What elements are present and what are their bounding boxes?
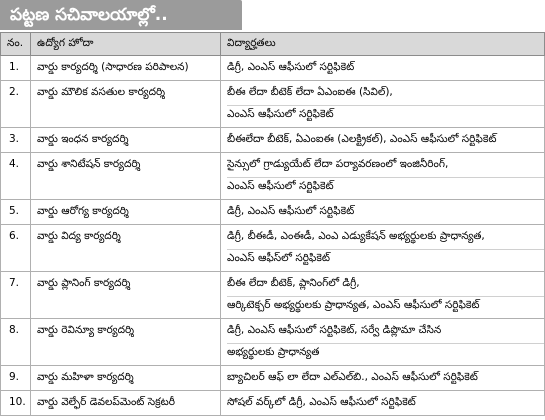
table-row [1, 225, 545, 272]
qualification-line: ఆర్కిటెక్చర్‌ అభ్యర్థులకు ప్రాధాన్యత, ఎంఎస్‌ ఆఫీసులో సర్టిఫికెట్‌ [227, 296, 544, 318]
row-qualification [221, 391, 545, 416]
row-post: వార్డు ప్లానింగ్‌ కార్యదర్శి [31, 272, 221, 319]
table-row [1, 272, 545, 319]
row-qualification [221, 56, 545, 81]
qualification-line: బీఈలేదా బీటెక్‌, ఏఎంఐఈ (ఎలక్ట్రికల్‌), ఎంఎస్‌ ఆఫీసులో సర్టిఫికెట్‌ [227, 133, 497, 145]
qualification-line: బీఈ లేదా బీటెక్‌, ప్లానింగ్‌లో డిగ్రీ, [227, 277, 360, 289]
row-post: వార్డు విద్య కార్యదర్శి [31, 225, 221, 272]
row-qualification [221, 366, 545, 391]
row-qualification [221, 319, 545, 366]
posts-table-container [0, 32, 544, 416]
row-qualification [221, 225, 545, 272]
table-header-row [1, 33, 545, 56]
table-row [1, 319, 545, 366]
table-row [1, 81, 545, 128]
row-number: 1. [1, 56, 31, 81]
table-row [1, 391, 545, 416]
row-number: 9. [1, 366, 31, 391]
qualification-line: బీఈ లేదా బీటెక్‌ లేదా ఏఎంఐఈ (సివిల్‌), [227, 86, 393, 98]
qualification-line: ఎంఎస్‌ ఆఫీసులో సర్టిఫికెట్‌ [227, 177, 544, 199]
table-row [1, 200, 545, 225]
row-number: 5. [1, 200, 31, 225]
row-post: వార్డు మౌలిక వసతుల కార్యదర్శి [31, 81, 221, 128]
row-qualification [221, 272, 545, 319]
qualification-line: డిగ్రీ, ఎంఎస్‌ ఆఫీసులో సర్టిఫికెట్‌, సర్వే డిప్లొమా చేసిన [227, 324, 442, 336]
qualification-line: బ్యాచిలర్‌ ఆఫ్‌ లా లేదా ఎల్‌ఎల్‌బి., ఎంఎస్‌ ఆఫీసులో సర్టిఫికెట్‌ [227, 371, 478, 383]
qualification-line: సోషల్‌ వర్క్‌లో డిగ్రీ, ఎంఎస్‌ ఆఫీసులో సర్టిఫికెట్‌ [227, 396, 416, 408]
table-row [1, 128, 545, 153]
qualification-line: ఎంఎస్‌ ఆఫీస్‌లో సర్టిఫికెట్‌ [227, 249, 544, 271]
header-qualification: విద్యార్హతలు [221, 33, 545, 56]
row-number: 4. [1, 153, 31, 200]
table-row [1, 366, 545, 391]
row-post: వార్డు శానిటేషన్‌ కార్యదర్శి [31, 153, 221, 200]
table-row [1, 56, 545, 81]
qualification-line: డిగ్రీ, ఎంఎస్‌ ఆఫీసులో సర్టిఫికెట్‌ [227, 61, 355, 73]
row-number: 8. [1, 319, 31, 366]
page-title: పట్టణ సచివాలయాల్లో.. [0, 0, 242, 30]
header-number: నం. [1, 33, 31, 56]
row-number: 6. [1, 225, 31, 272]
row-post: వార్డు ఇంధన కార్యదర్శి [31, 128, 221, 153]
row-qualification [221, 128, 545, 153]
row-post: వార్డు మహిళా కార్యదర్శి [31, 366, 221, 391]
posts-table [0, 32, 545, 416]
qualification-line: డిగ్రీ, బీఈడీ, ఎంఈడీ, ఎంఎ ఎడ్యుకేషన్‌ అభ్యర్థులకు ప్రాధాన్యత, [227, 230, 485, 242]
row-qualification [221, 153, 545, 200]
row-post: వార్డు కార్యదర్శి (సాధారణ పరిపాలన) [31, 56, 221, 81]
qualification-line: ఎంఎస్‌ ఆఫీసులో సర్టిఫికెట్‌ [227, 105, 544, 127]
table-row [1, 153, 545, 200]
row-number: 3. [1, 128, 31, 153]
row-number: 10. [1, 391, 31, 416]
qualification-line: అభ్యర్థులకు ప్రాధాన్యత [227, 343, 544, 365]
row-qualification [221, 81, 545, 128]
qualification-line: డిగ్రీ, ఎంఎస్‌ ఆఫీసులో సర్టిఫికెట్‌ [227, 205, 355, 217]
row-post: వార్డు ఆరోగ్య కార్యదర్శి [31, 200, 221, 225]
row-post: వార్డు రెవిన్యూ కార్యదర్శి [31, 319, 221, 366]
row-qualification [221, 200, 545, 225]
row-number: 2. [1, 81, 31, 128]
qualification-line: సైన్సులో గ్రాడ్యుయేట్‌ లేదా పర్యావరణంలో ఇంజినీరింగ్‌, [227, 158, 449, 170]
row-number: 7. [1, 272, 31, 319]
row-post: వార్డు వెల్ఫేర్‌ డెవలప్‌మెంట్‌ సెక్రటరీ [31, 391, 221, 416]
header-post: ఉద్యోగ హోదా [31, 33, 221, 56]
